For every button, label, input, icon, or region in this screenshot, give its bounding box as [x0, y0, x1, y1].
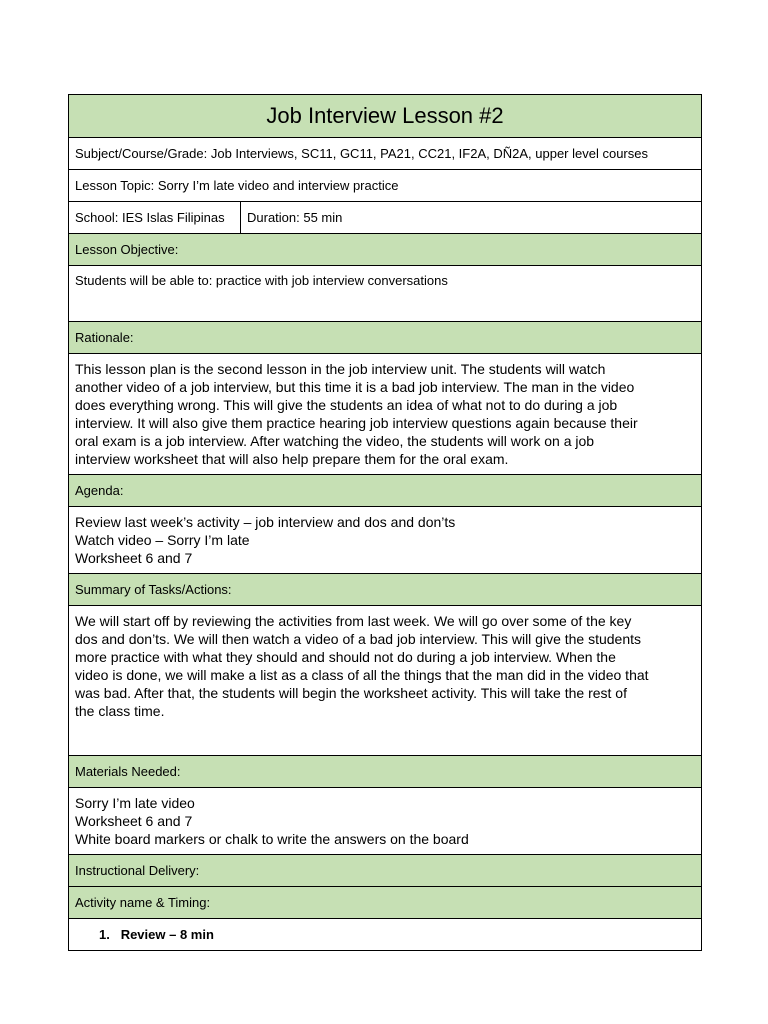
materials-item: Sorry I’m late video	[75, 795, 195, 811]
rationale-line: another video of a job interview, but this time it is a bad job interview. The man in the video	[75, 379, 635, 395]
objective-header: Lesson Objective:	[69, 234, 702, 266]
agenda-body	[69, 507, 702, 574]
summary-line: We will start off by reviewing the activities from last week. We will go over some of the key	[75, 613, 632, 629]
subject-field: Subject/Course/Grade: Job Interviews, SC11, GC11, PA21, CC21, IF2A, DÑ2A, upper level courses	[69, 138, 702, 170]
rationale-header: Rationale:	[69, 322, 702, 354]
lesson-plan-table	[68, 94, 702, 951]
activity-header: Activity name & Timing:	[69, 887, 702, 919]
delivery-header: Instructional Delivery:	[69, 855, 702, 887]
rationale-line: This lesson plan is the second lesson in the job interview unit. The students will watch	[75, 361, 606, 377]
materials-item: White board markers or chalk to write the answers on the board	[75, 831, 469, 847]
summary-line: video is done, we will make a list as a class of all the things that the man did in the video that	[75, 667, 649, 683]
rationale-body	[69, 354, 702, 475]
rationale-line: interview worksheet that will also help prepare them for the oral exam.	[75, 451, 509, 467]
materials-body	[69, 788, 702, 855]
activity-item-text: Review – 8 min	[120, 927, 214, 942]
activity-item	[69, 919, 702, 951]
topic-field: Lesson Topic: Sorry I’m late video and interview practice	[69, 170, 702, 202]
activity-item-number: 1.	[99, 927, 110, 942]
agenda-item: Review last week’s activity – job interview and dos and don’ts	[75, 514, 456, 530]
objective-text: Students will be able to: practice with job interview conversations	[69, 266, 702, 322]
rationale-line: oral exam is a job interview. After watching the video, the students will work on a job	[75, 433, 595, 449]
summary-body	[69, 606, 702, 756]
summary-line: more practice with what they should and should not do during a job interview. When the	[75, 649, 616, 665]
rationale-line: interview. It will also give them practice hearing job interview questions again because their	[75, 415, 638, 431]
materials-item: Worksheet 6 and 7	[75, 813, 193, 829]
agenda-item: Worksheet 6 and 7	[75, 550, 193, 566]
summary-header: Summary of Tasks/Actions:	[69, 574, 702, 606]
duration-field: Duration: 55 min	[241, 202, 702, 234]
summary-line: was bad. After that, the students will begin the worksheet activity. This will take the rest of	[75, 685, 627, 701]
rationale-line: does everything wrong. This will give the students an idea of what not to do during a job	[75, 397, 618, 413]
school-field: School: IES Islas Filipinas	[69, 202, 241, 234]
materials-header: Materials Needed:	[69, 756, 702, 788]
agenda-item: Watch video – Sorry I’m late	[75, 532, 250, 548]
summary-line: the class time.	[75, 703, 165, 719]
summary-line: dos and don’ts. We will then watch a video of a bad job interview. This will give the students	[75, 631, 642, 647]
agenda-header: Agenda:	[69, 475, 702, 507]
page-title: Job Interview Lesson #2	[69, 95, 702, 138]
